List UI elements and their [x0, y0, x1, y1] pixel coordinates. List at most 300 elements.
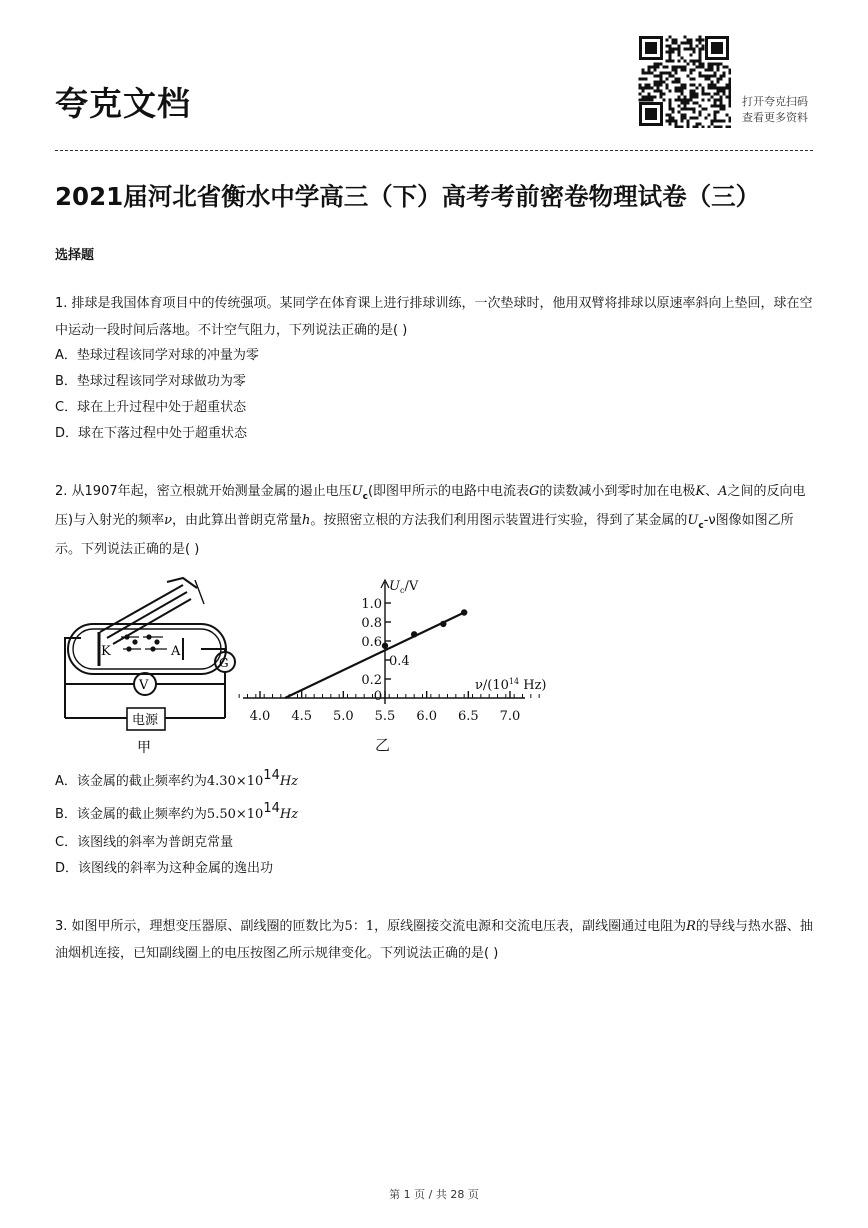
qr-module — [699, 48, 702, 51]
qr-module — [645, 78, 648, 81]
qr-module — [690, 96, 693, 99]
qr-module — [684, 87, 687, 90]
qr-module — [651, 96, 654, 99]
qr-module — [729, 126, 732, 129]
question-2-text — [55, 478, 815, 563]
qr-module — [669, 120, 672, 123]
qr-module — [654, 66, 657, 69]
q2-k: K — [695, 484, 706, 499]
qr-module — [699, 84, 702, 87]
qr-module — [678, 81, 681, 84]
qr-module — [663, 99, 666, 102]
x-axis-label — [475, 677, 546, 693]
q1-option-b[interactable]: B．垫球过程该同学对球做功为零 — [55, 374, 246, 389]
qr-module — [693, 78, 696, 81]
qr-module — [648, 96, 651, 99]
qr-module — [669, 60, 672, 63]
qr-module — [669, 117, 672, 120]
qr-module — [690, 48, 693, 51]
qr-module — [729, 84, 732, 87]
qr-module — [678, 60, 681, 63]
q3-part3: 的导线与热水器、抽油烟机连接，已知副线圈上的电压按图乙所示规律变化。下列说法正确的是( ) — [55, 919, 813, 961]
qr-caption — [742, 94, 808, 126]
qr-module — [678, 51, 681, 54]
qr-module — [717, 90, 720, 93]
qr-module — [687, 120, 690, 123]
qr-module — [723, 75, 726, 78]
qr-module — [645, 96, 648, 99]
qr-module — [681, 87, 684, 90]
qr-module — [669, 54, 672, 57]
qr-module — [678, 99, 681, 102]
qr-module — [684, 114, 687, 117]
qr-module — [675, 123, 678, 126]
qr-module — [693, 126, 696, 129]
qr-module — [678, 87, 681, 90]
qr-module — [666, 51, 669, 54]
qr-module — [720, 126, 723, 129]
qr-caption-line2: 查看更多资料 — [742, 111, 808, 124]
qr-module — [681, 42, 684, 45]
qr-module — [672, 66, 675, 69]
qr-module — [696, 93, 699, 96]
qr-module — [708, 99, 711, 102]
qr-module — [690, 39, 693, 42]
qr-module — [684, 48, 687, 51]
q2-option-b-value: 5.50×10 — [206, 807, 264, 822]
qr-module — [726, 66, 729, 69]
qr-module — [657, 87, 660, 90]
qr-module — [687, 99, 690, 102]
q3-ratio: 5：1 — [344, 919, 375, 934]
qr-module — [666, 45, 669, 48]
qr-module — [675, 78, 678, 81]
qr-module — [639, 78, 642, 81]
qr-module — [693, 60, 696, 63]
qr-module — [654, 84, 657, 87]
qr-module — [693, 69, 696, 72]
qr-module — [708, 66, 711, 69]
qr-module — [672, 48, 675, 51]
qr-module — [672, 111, 675, 114]
qr-module — [642, 90, 645, 93]
qr-module — [717, 69, 720, 72]
qr-module — [729, 105, 732, 108]
q2-a: A — [718, 484, 728, 499]
qr-module — [669, 51, 672, 54]
qr-module — [729, 117, 732, 120]
qr-module — [693, 51, 696, 54]
qr-module — [681, 66, 684, 69]
qr-module — [699, 123, 702, 126]
qr-module — [708, 78, 711, 81]
qr-module — [717, 126, 720, 129]
page-footer: 第 1 页 / 共 28 页 — [389, 1188, 479, 1201]
qr-module — [678, 66, 681, 69]
qr-module — [711, 87, 714, 90]
qr-module — [726, 84, 729, 87]
q2-part4: 之间的反向电压)与入射光的频率 — [55, 484, 806, 528]
qr-module — [642, 72, 645, 75]
qr-module — [657, 84, 660, 87]
qr-module — [675, 120, 678, 123]
qr-module — [687, 48, 690, 51]
qr-module — [717, 111, 720, 114]
qr-module — [654, 75, 657, 78]
qr-module — [711, 105, 714, 108]
qr-module — [669, 48, 672, 51]
qr-module — [729, 93, 732, 96]
qr-module — [681, 90, 684, 93]
qr-module — [684, 60, 687, 63]
page-title: 2021届河北省衡水中学高三（下）高考考前密卷物理试卷（三） — [55, 182, 761, 211]
qr-module — [714, 111, 717, 114]
qr-module — [699, 51, 702, 54]
q2-option-b-unit: Hz — [279, 807, 299, 822]
qr-module — [669, 102, 672, 105]
qr-module — [696, 39, 699, 42]
qr-module — [714, 72, 717, 75]
qr-module — [669, 75, 672, 78]
qr-module — [678, 54, 681, 57]
qr-module — [714, 117, 717, 120]
qr-module — [726, 87, 729, 90]
y-axis-label-unit: /V — [404, 579, 419, 594]
qr-module — [660, 84, 663, 87]
qr-module — [690, 60, 693, 63]
qr-module — [675, 87, 678, 90]
qr-module — [723, 72, 726, 75]
qr-module — [699, 111, 702, 114]
qr-module — [699, 63, 702, 66]
qr-module — [669, 90, 672, 93]
qr-module — [681, 120, 684, 123]
qr-module — [675, 99, 678, 102]
qr-module — [696, 87, 699, 90]
q2-part1: 2. 从1907年起，密立根就开始测量金属的遏止电压 — [55, 484, 352, 499]
qr-module — [684, 102, 687, 105]
qr-module — [702, 45, 705, 48]
x-tick-label: 6.5 — [457, 709, 479, 724]
qr-module — [675, 39, 678, 42]
qr-module — [687, 75, 690, 78]
qr-module — [717, 63, 720, 66]
data-point — [382, 643, 388, 649]
qr-module — [693, 93, 696, 96]
qr-module — [714, 102, 717, 105]
qr-module — [729, 102, 732, 105]
qr-module — [639, 87, 642, 90]
qr-module — [708, 75, 711, 78]
qr-module — [726, 114, 729, 117]
q3-r: R — [686, 919, 696, 934]
qr-module — [717, 87, 720, 90]
qr-module — [642, 96, 645, 99]
qr-module — [681, 114, 684, 117]
qr-module — [684, 36, 687, 39]
q1-option-a[interactable]: A．垫球过程该同学对球的冲量为零 — [55, 348, 259, 363]
qr-module — [717, 120, 720, 123]
qr-module — [729, 78, 732, 81]
qr-module — [711, 66, 714, 69]
qr-module — [720, 108, 723, 111]
qr-module — [681, 93, 684, 96]
q2-uc-sub: c — [362, 492, 368, 502]
qr-module — [723, 108, 726, 111]
qr-module — [642, 99, 645, 102]
q2-option-a-unit: Hz — [279, 774, 299, 789]
qr-module — [675, 90, 678, 93]
qr-module — [693, 48, 696, 51]
qr-module — [696, 123, 699, 126]
qr-module — [699, 105, 702, 108]
qr-module — [660, 72, 663, 75]
qr-module — [672, 69, 675, 72]
qr-module — [696, 60, 699, 63]
qr-module — [648, 87, 651, 90]
qr-module — [657, 90, 660, 93]
qr-module — [714, 75, 717, 78]
qr-module — [690, 90, 693, 93]
qr-module — [702, 48, 705, 51]
qr-module — [681, 69, 684, 72]
qr-module — [672, 51, 675, 54]
x-axis-label-suffix: Hz) — [519, 678, 547, 693]
q2-option-b-exp: 14 — [263, 801, 280, 816]
qr-code[interactable] — [637, 34, 731, 128]
qr-module — [708, 69, 711, 72]
qr-module — [696, 102, 699, 105]
q2-sep: 、 — [705, 484, 719, 499]
label-a: A — [171, 644, 181, 659]
qr-module — [684, 96, 687, 99]
qr-module — [657, 63, 660, 66]
qr-module — [669, 57, 672, 60]
qr-module — [672, 75, 675, 78]
qr-module — [642, 69, 645, 72]
q2-option-a[interactable] — [55, 768, 299, 792]
qr-module — [648, 84, 651, 87]
x-tick-label: 4.0 — [249, 709, 271, 724]
qr-module — [714, 105, 717, 108]
qr-module — [693, 96, 696, 99]
qr-module — [672, 120, 675, 123]
qr-module — [720, 63, 723, 66]
y-tick-label: 0.8 — [361, 616, 382, 631]
qr-module — [666, 78, 669, 81]
y-tick-label: 0.4 — [389, 654, 410, 669]
qr-module — [711, 69, 714, 72]
qr-module — [696, 96, 699, 99]
qr-module — [672, 117, 675, 120]
qr-module — [696, 45, 699, 48]
qr-module — [648, 66, 651, 69]
qr-module — [726, 126, 729, 129]
q2-part7: -ν图像如图乙所示。下列说法正确的是( ) — [55, 513, 794, 557]
qr-module — [720, 102, 723, 105]
qr-module — [687, 126, 690, 129]
q2-option-b[interactable] — [55, 801, 299, 825]
qr-module — [669, 45, 672, 48]
qr-module — [720, 87, 723, 90]
qr-module — [699, 75, 702, 78]
qr-module — [714, 126, 717, 129]
q2-g: G — [529, 484, 540, 499]
qr-module — [729, 72, 732, 75]
data-point — [411, 631, 417, 637]
qr-module — [687, 108, 690, 111]
qr-module — [729, 120, 732, 123]
q2-part3: 的读数减小到零时加在电极 — [539, 484, 696, 499]
q2-part6: 。按照密立根的方法我们利用图示装置进行实验，得到了某金属的 — [310, 513, 688, 528]
q2-nu: ν — [164, 513, 172, 528]
qr-module — [720, 105, 723, 108]
q2-part5: ，由此算出普朗克常量 — [171, 513, 302, 528]
q2-uc-2: U — [687, 513, 699, 528]
qr-module — [690, 54, 693, 57]
qr-module — [648, 69, 651, 72]
qr-module — [660, 96, 663, 99]
qr-module — [663, 72, 666, 75]
qr-module — [720, 75, 723, 78]
uc-nu-graph — [239, 579, 546, 754]
qr-module — [678, 96, 681, 99]
qr-module — [705, 108, 708, 111]
q2-option-c[interactable]: C．该图线的斜率为普朗克常量 — [55, 835, 234, 850]
qr-module — [723, 105, 726, 108]
q2-part2: (即图甲所示的电路中电流表 — [367, 484, 530, 499]
qr-module — [717, 99, 720, 102]
qr-module — [669, 105, 672, 108]
qr-module — [708, 87, 711, 90]
qr-module — [678, 78, 681, 81]
qr-module — [666, 114, 669, 117]
dashed-divider — [55, 150, 813, 151]
qr-module — [702, 75, 705, 78]
qr-module — [696, 117, 699, 120]
qr-module — [717, 78, 720, 81]
qr-module — [678, 105, 681, 108]
quark-docs-logo: 夸克文档 — [55, 84, 191, 123]
qr-module — [660, 75, 663, 78]
qr-module — [714, 114, 717, 117]
qr-module — [711, 120, 714, 123]
qr-module — [702, 99, 705, 102]
qr-module — [729, 99, 732, 102]
qr-module — [723, 93, 726, 96]
q1-option-d[interactable]: D．球在下落过程中处于超重状态 — [55, 426, 248, 441]
qr-module — [708, 114, 711, 117]
q1-option-c[interactable]: C．球在上升过程中处于超重状态 — [55, 400, 247, 415]
qr-module — [681, 102, 684, 105]
qr-module — [666, 60, 669, 63]
qr-module — [666, 39, 669, 42]
qr-module — [693, 111, 696, 114]
x-tick-label: 5.0 — [332, 709, 354, 724]
qr-module — [696, 126, 699, 129]
qr-module — [684, 105, 687, 108]
q2-option-a-text: A．该金属的截止频率约为 — [55, 774, 207, 789]
qr-module — [702, 63, 705, 66]
qr-module — [720, 99, 723, 102]
qr-module — [690, 78, 693, 81]
qr-module — [669, 108, 672, 111]
qr-module — [729, 81, 732, 84]
qr-module — [699, 60, 702, 63]
qr-module — [669, 72, 672, 75]
caption-yi: 乙 — [375, 736, 391, 754]
qr-module — [672, 39, 675, 42]
qr-module — [681, 126, 684, 129]
qr-module — [678, 45, 681, 48]
qr-module — [720, 120, 723, 123]
q2-h: h — [302, 513, 311, 528]
qr-module — [669, 36, 672, 39]
qr-module — [729, 87, 732, 90]
qr-module — [684, 66, 687, 69]
qr-module — [717, 105, 720, 108]
y-tick-label: 0 — [373, 689, 382, 704]
qr-module — [723, 87, 726, 90]
qr-module — [642, 87, 645, 90]
qr-module — [708, 84, 711, 87]
qr-module — [693, 84, 696, 87]
qr-module — [675, 81, 678, 84]
qr-module — [684, 69, 687, 72]
qr-module — [672, 42, 675, 45]
qr-module — [684, 117, 687, 120]
qr-module — [684, 99, 687, 102]
label-k: K — [101, 644, 111, 659]
qr-module — [690, 93, 693, 96]
qr-module — [648, 99, 651, 102]
qr-module — [654, 96, 657, 99]
qr-module — [690, 42, 693, 45]
qr-module — [699, 36, 702, 39]
qr-module — [699, 72, 702, 75]
qr-module — [654, 63, 657, 66]
qr-module — [708, 93, 711, 96]
qr-module — [654, 69, 657, 72]
qr-module — [702, 126, 705, 129]
qr-module — [690, 45, 693, 48]
question-2-figure — [55, 572, 575, 760]
caption-jia: 甲 — [137, 740, 151, 756]
qr-module — [666, 84, 669, 87]
data-point — [440, 621, 446, 627]
qr-module — [714, 84, 717, 87]
qr-module — [675, 126, 678, 129]
qr-module — [687, 39, 690, 42]
q2-option-d[interactable]: D．该图线的斜率为这种金属的逸出功 — [55, 861, 274, 876]
qr-module — [687, 102, 690, 105]
qr-module — [720, 90, 723, 93]
qr-module — [717, 66, 720, 69]
qr-module — [681, 108, 684, 111]
qr-module — [705, 117, 708, 120]
qr-module — [714, 93, 717, 96]
qr-module — [663, 93, 666, 96]
qr-module — [702, 108, 705, 111]
y-tick-label: 0.6 — [361, 635, 382, 650]
qr-module — [699, 54, 702, 57]
q2-uc: U — [351, 484, 363, 499]
qr-module — [675, 48, 678, 51]
qr-module — [669, 99, 672, 102]
qr-module — [663, 81, 666, 84]
qr-module — [675, 42, 678, 45]
q2-option-b-text: B．该金属的截止频率约为 — [55, 807, 207, 822]
